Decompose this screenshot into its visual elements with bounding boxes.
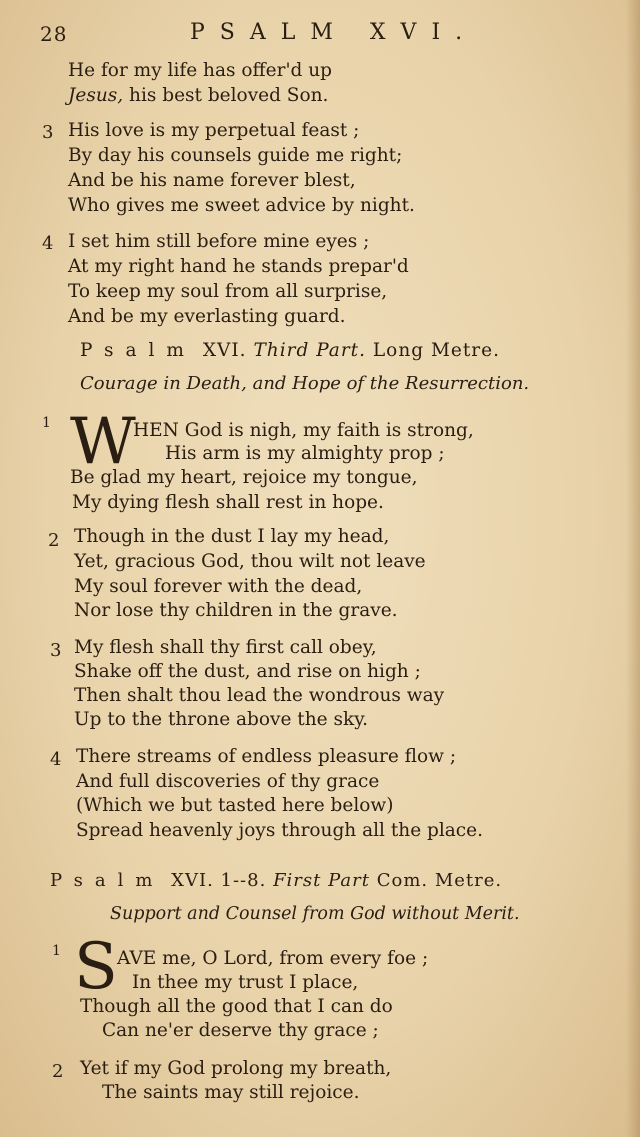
verse-name-jesus: Jesus, xyxy=(68,85,124,106)
verse-line: Shake off the dust, and rise on high ; xyxy=(74,661,421,682)
drop-capital: W xyxy=(70,405,136,479)
page-edge-shadow xyxy=(626,0,640,1137)
verse-line: And be my everlasting guard. xyxy=(68,306,346,327)
verse-line: Spread heavenly joys through all the place. xyxy=(76,820,483,841)
verse-line: His arm is my almighty prop ; xyxy=(165,443,445,464)
verse-line: And be his name forever blest, xyxy=(68,170,356,191)
verse-line: My dying flesh shall rest in hope. xyxy=(72,492,384,513)
stanza-number: 1 xyxy=(42,415,51,431)
section-heading xyxy=(50,870,502,892)
verse-line: My flesh shall thy first call obey, xyxy=(74,637,377,658)
stanza-number: 4 xyxy=(50,749,62,770)
verse-line: At my right hand he stands prepar'd xyxy=(68,256,409,277)
verse-line: He for my life has offer'd up xyxy=(68,60,333,81)
section-subtitle: Support and Counsel from God without Merit. xyxy=(110,904,520,924)
section-heading xyxy=(80,340,500,362)
verse-line: His love is my perpetual feast ; xyxy=(68,120,360,141)
verse-line: Up to the throne above the sky. xyxy=(74,709,369,730)
verse-line: Who gives me sweet advice by night. xyxy=(68,195,415,216)
verse-line: The saints may still rejoice. xyxy=(102,1082,360,1103)
running-title: PSALM XVI. xyxy=(190,20,478,45)
verse-line: By day his counsels guide me right; xyxy=(68,145,403,166)
heading-metre: Long Metre. xyxy=(372,340,500,361)
verse-line: (Which we but tasted here below) xyxy=(76,795,394,816)
stanza-number: 3 xyxy=(42,122,54,143)
verse-line: Then shalt thou lead the wondrous way xyxy=(74,685,445,706)
stanza-number: 3 xyxy=(50,640,62,661)
heading-metre: Com. Metre. xyxy=(376,870,503,891)
stanza-number: 2 xyxy=(48,530,60,551)
verse-line: Yet if my God prolong my breath, xyxy=(80,1058,392,1079)
page-number: 28 xyxy=(40,22,68,46)
verse-line: Though in the dust I lay my head, xyxy=(74,526,390,547)
heading-number: XVI. 1--8. xyxy=(171,870,267,891)
heading-part: Third Part. xyxy=(253,340,366,361)
heading-psalm: Psalm xyxy=(50,870,165,891)
verse-line: My soul forever with the dead, xyxy=(74,576,363,597)
heading-psalm: Psalm xyxy=(80,340,196,361)
verse-line: HEN God is nigh, my faith is strong, xyxy=(133,420,474,441)
verse-line: There streams of endless pleasure flow ; xyxy=(76,746,457,767)
stanza-number: 2 xyxy=(52,1061,64,1082)
drop-capital: S xyxy=(74,930,118,1004)
verse-line: To keep my soul from all surprise, xyxy=(68,281,388,302)
verse-line: Yet, gracious God, thou wilt not leave xyxy=(74,551,426,572)
verse-line: Be glad my heart, rejoice my tongue, xyxy=(70,467,418,488)
verse-line-rest: his best beloved Son. xyxy=(123,85,329,106)
heading-number: XVI. xyxy=(202,340,247,361)
verse-line: In thee my trust I place, xyxy=(132,972,359,993)
verse-line: Though all the good that I can do xyxy=(80,996,393,1017)
section-subtitle: Courage in Death, and Hope of the Resurrection. xyxy=(80,373,530,394)
verse-line xyxy=(68,85,328,107)
verse-line: Nor lose thy children in the grave. xyxy=(74,600,398,621)
stanza-number: 4 xyxy=(42,233,54,254)
heading-part: First Part xyxy=(273,870,370,891)
verse-line: I set him still before mine eyes ; xyxy=(68,231,370,252)
verse-line: And full discoveries of thy grace xyxy=(76,771,380,792)
verse-line: Can ne'er deserve thy grace ; xyxy=(102,1020,379,1041)
verse-line: AVE me, O Lord, from every foe ; xyxy=(117,948,429,969)
stanza-number: 1 xyxy=(52,943,61,959)
